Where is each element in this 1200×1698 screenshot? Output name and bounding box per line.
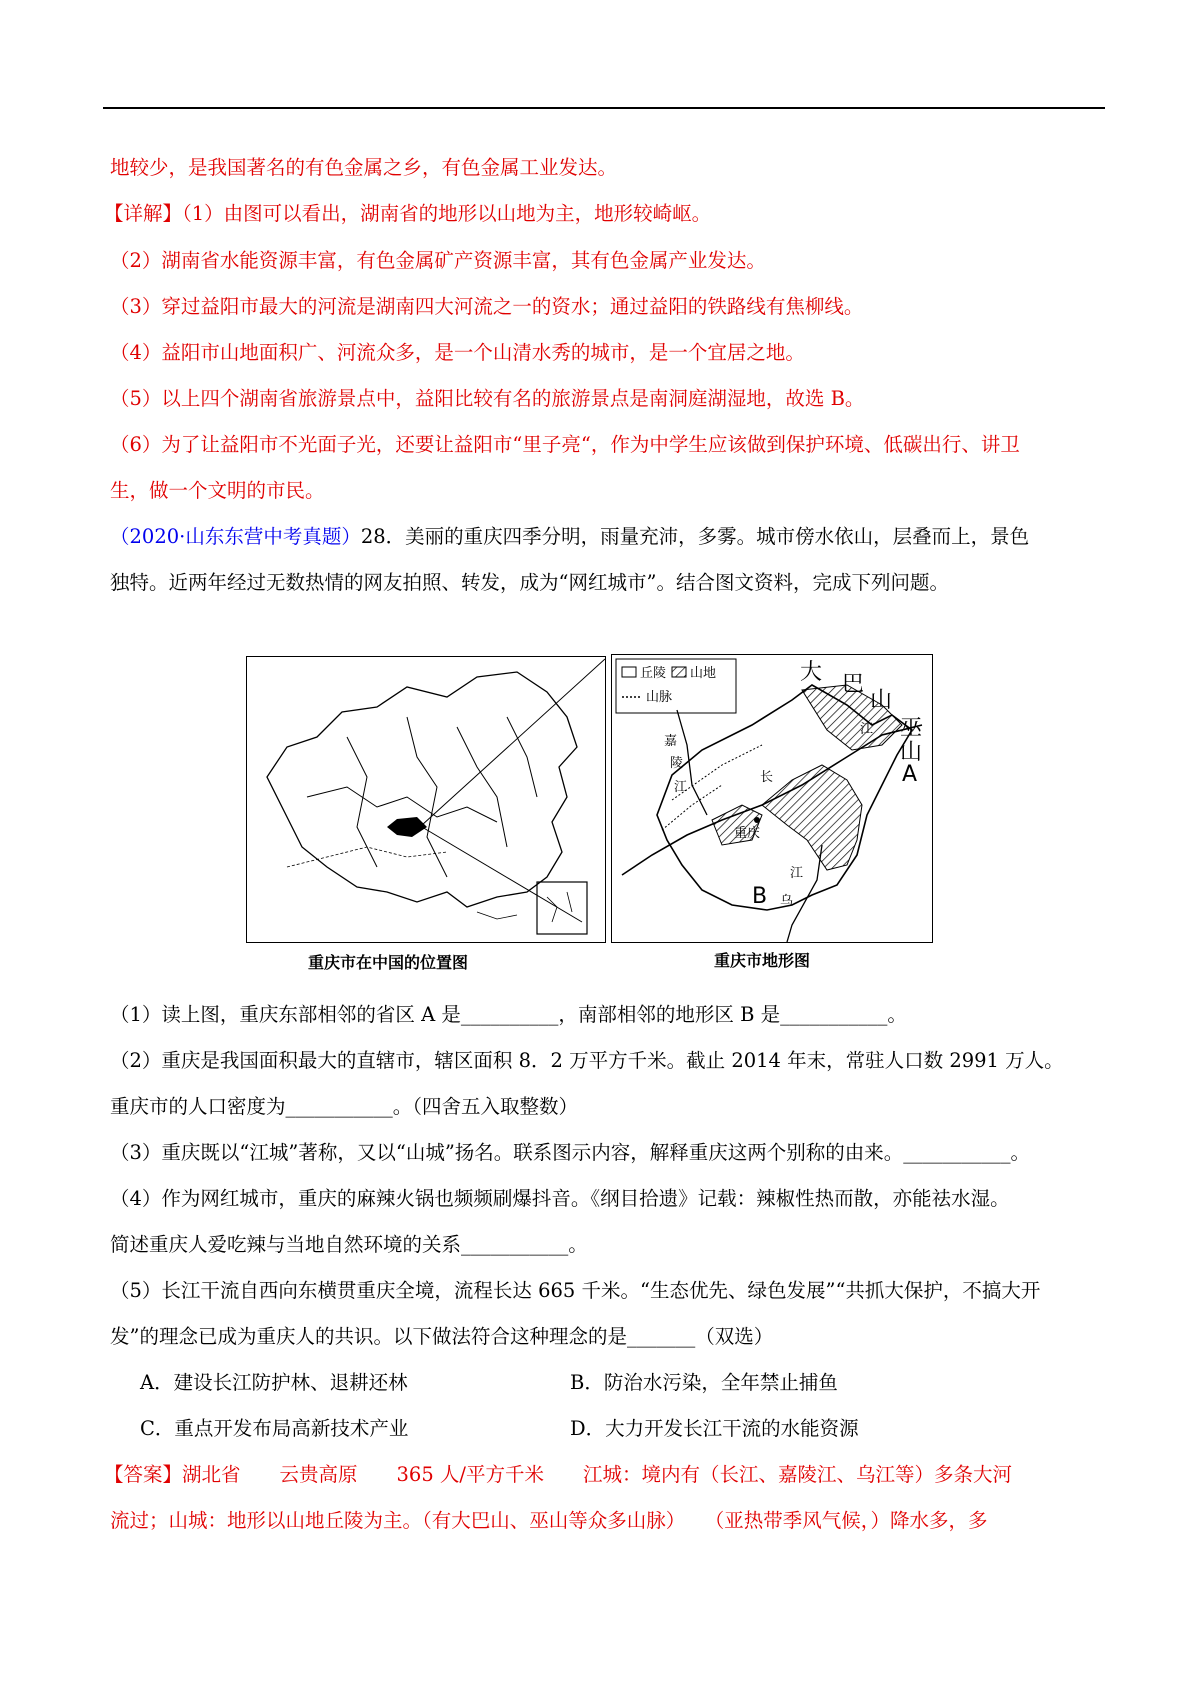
question-2-line-1: （2）重庆是我国面积最大的直辖市，辖区面积 8．2 万平方千米。截止 2014 年末，常驻人口数 2991 万人。 <box>110 1049 1064 1072</box>
detail-line-1 <box>104 201 711 227</box>
legend-hill-label: 丘陵 <box>640 666 667 681</box>
option-a: A．建设长江防护林、退耕还林 <box>140 1371 408 1394</box>
question-1: （1）读上图，重庆东部相邻的省区 A 是__________，南部相邻的地形区 B 是___________。 <box>110 1003 907 1026</box>
label-shan-2: 山 <box>900 740 923 765</box>
question-3: （3）重庆既以“江城”著称，又以“山城”扬名。联系图示内容，解释重庆这两个别称的由来。___________。 <box>110 1141 1031 1164</box>
answer-line-2: 流过；山城：地形以山地丘陵为主。（有大巴山、巫山等众多山脉） （亚热带季风气候，）降水多，多 <box>110 1509 988 1532</box>
legend-mountain-label: 山地 <box>690 666 717 681</box>
label-shan-1: 山 <box>870 688 893 713</box>
answer-tag: 【答案】 <box>104 1463 183 1486</box>
label-wu-river: 乌 <box>780 894 794 909</box>
detail-line-6a: （6）为了让益阳市不光面子光，还要让益阳市“里子亮“，作为中学生应该做到保护环境、低碳出行、讲卫 <box>110 433 1020 456</box>
chongqing-map-labels <box>612 655 932 942</box>
right-map-caption: 重庆市地形图 <box>714 951 811 970</box>
label-chang: 长 <box>760 770 774 785</box>
label-region-b: B <box>752 884 768 909</box>
label-wu: 巫 <box>900 716 923 741</box>
answer-line-1 <box>104 1462 1012 1488</box>
question-source: （2020·山东东营中考真题） <box>110 525 361 548</box>
china-map-drawing <box>247 657 605 942</box>
detail-tag: 【详解】 <box>104 202 183 225</box>
option-d: D．大力开发长江干流的水能资源 <box>570 1417 859 1440</box>
question-stem-line-1 <box>110 524 1029 550</box>
detail-line-5: （5）以上四个湖南省旅游景点中，益阳比较有名的旅游景点是南洞庭湖湿地，故选 B。 <box>110 387 865 410</box>
question-stem-line-2: 独特。近两年经过无数热情的网友拍照、转发，成为“网红城市”。结合图文资料，完成下列问题。 <box>110 571 949 594</box>
question-stem-text: 28．美丽的重庆四季分明，雨量充沛，多雾。城市傍水依山，层叠而上，景色 <box>360 525 1030 548</box>
detail-line-4: （4）益阳市山地面积广、河流众多，是一个山清水秀的城市，是一个宜居之地。 <box>110 341 805 364</box>
label-jiang-2: 江 <box>860 722 874 737</box>
option-b: B．防治水污染，全年禁止捕鱼 <box>570 1371 838 1394</box>
detail-text-1: （1）由图可以看出，湖南省的地形以山地为主，地形较崎岖。 <box>182 202 712 225</box>
option-c: C．重点开发布局高新技术产业 <box>140 1417 409 1440</box>
answer-text-1: 湖北省 云贵高原 365 人/平方千米 江城：境内有（长江、嘉陵江、乌江等）多条大河 <box>182 1463 1013 1486</box>
answer-continuation: 地较少，是我国著名的有色金属之乡，有色金属工业发达。 <box>110 156 618 179</box>
label-ling: 陵 <box>670 756 684 771</box>
label-jiang-3: 江 <box>790 866 804 881</box>
chongqing-terrain-map <box>611 654 933 943</box>
label-da: 大 <box>800 660 823 685</box>
detail-line-2: （2）湖南省水能资源丰富，有色金属矿产资源丰富，其有色金属产业发达。 <box>110 249 766 272</box>
question-5-line-1: （5）长江干流自西向东横贯重庆全境，流程长达 665 千米。“生态优先、绿色发展”“共抓大保护，不搞大开 <box>110 1279 1041 1302</box>
question-4-line-2: 简述重庆人爱吃辣与当地自然环境的关系___________。 <box>110 1233 588 1256</box>
label-chongqing-city: 重庆 <box>734 826 761 841</box>
label-ba: 巴 <box>842 672 865 697</box>
question-5-line-2: 发”的理念已成为重庆人的共识。以下做法符合这种理念的是_______（双选） <box>110 1325 774 1348</box>
china-location-map <box>246 656 606 943</box>
question-4-line-1: （4）作为网红城市，重庆的麻辣火锅也频频刷爆抖音。《纲目拾遗》记载：辣椒性热而散，亦能祛水湿。 <box>110 1187 1010 1210</box>
left-map-caption: 重庆市在中国的位置图 <box>308 953 469 972</box>
label-jia: 嘉 <box>664 734 678 749</box>
detail-line-6b: 生，做一个文明的市民。 <box>110 479 325 502</box>
header-rule <box>103 107 1105 109</box>
label-province-a: A <box>902 762 918 787</box>
detail-line-3: （3）穿过益阳市最大的河流是湖南四大河流之一的资水；通过益阳的铁路线有焦柳线。 <box>110 295 864 318</box>
label-jiang-1: 江 <box>674 780 688 795</box>
map-figure <box>246 652 966 972</box>
question-2-line-2: 重庆市的人口密度为___________。（四舍五入取整数） <box>110 1095 579 1118</box>
legend-range-label: 山脉 <box>646 690 673 705</box>
